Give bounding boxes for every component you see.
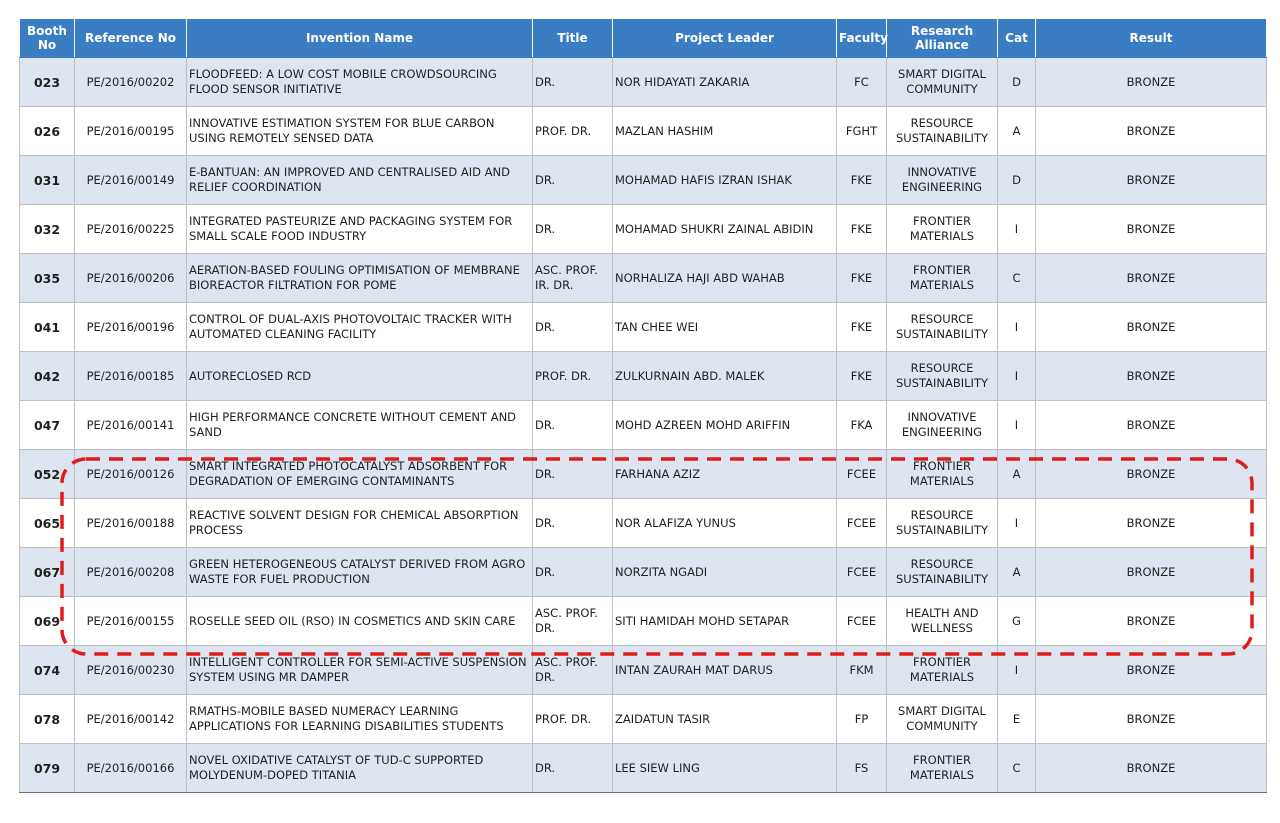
project-leader-cell: NOR ALAFIZA YUNUS [613, 499, 837, 548]
header-title[interactable]: Title [533, 19, 613, 58]
table-body [20, 58, 1267, 793]
booth-no-cell: 035 [20, 254, 75, 303]
invention-name-cell: REACTIVE SOLVENT DESIGN FOR CHEMICAL ABSORPTION PROCESS [187, 499, 533, 548]
project-leader-cell: NOR HIDAYATI ZAKARIA [613, 58, 837, 107]
header-reference-no[interactable]: Reference No [75, 19, 187, 58]
title-cell: DR. [533, 548, 613, 597]
booth-no-cell: 067 [20, 548, 75, 597]
header-booth-no[interactable]: Booth No [20, 19, 75, 58]
invention-name-cell: FLOODFEED: A LOW COST MOBILE CROWDSOURCING FLOOD SENSOR INITIATIVE [187, 58, 533, 107]
research-alliance-cell: INNOVATIVE ENGINEERING [887, 401, 998, 450]
title-cell: DR. [533, 303, 613, 352]
title-cell: PROF. DR. [533, 695, 613, 744]
project-leader-cell: NORZITA NGADI [613, 548, 837, 597]
result-cell: BRONZE [1036, 58, 1267, 107]
research-alliance-cell: FRONTIER MATERIALS [887, 450, 998, 499]
title-cell: PROF. DR. [533, 352, 613, 401]
research-alliance-cell: RESOURCE SUSTAINABILITY [887, 352, 998, 401]
header-result[interactable]: Result [1036, 19, 1267, 58]
cat-cell: A [998, 450, 1036, 499]
reference-no-cell: PE/2016/00141 [75, 401, 187, 450]
results-table-container [19, 18, 1266, 793]
research-alliance-cell: RESOURCE SUSTAINABILITY [887, 499, 998, 548]
booth-no-cell: 069 [20, 597, 75, 646]
cat-cell: I [998, 646, 1036, 695]
table-row[interactable] [20, 646, 1267, 695]
table-row[interactable] [20, 744, 1267, 793]
faculty-cell: FKM [837, 646, 887, 695]
title-cell: DR. [533, 499, 613, 548]
invention-name-cell: NOVEL OXIDATIVE CATALYST OF TUD-C SUPPORTED MOLYDENUM-DOPED TITANIA [187, 744, 533, 793]
table-row[interactable] [20, 58, 1267, 107]
project-leader-cell: NORHALIZA HAJI ABD WAHAB [613, 254, 837, 303]
invention-name-cell: AUTORECLOSED RCD [187, 352, 533, 401]
cat-cell: D [998, 58, 1036, 107]
invention-name-cell: ROSELLE SEED OIL (RSO) IN COSMETICS AND SKIN CARE [187, 597, 533, 646]
header-faculty[interactable]: Faculty [837, 19, 887, 58]
invention-name-cell: INNOVATIVE ESTIMATION SYSTEM FOR BLUE CARBON USING REMOTELY SENSED DATA [187, 107, 533, 156]
table-row[interactable] [20, 254, 1267, 303]
reference-no-cell: PE/2016/00188 [75, 499, 187, 548]
faculty-cell: FKA [837, 401, 887, 450]
header-cat[interactable]: Cat [998, 19, 1036, 58]
booth-no-cell: 065 [20, 499, 75, 548]
reference-no-cell: PE/2016/00149 [75, 156, 187, 205]
result-cell: BRONZE [1036, 548, 1267, 597]
table-row[interactable] [20, 352, 1267, 401]
faculty-cell: FKE [837, 254, 887, 303]
research-alliance-cell: SMART DIGITAL COMMUNITY [887, 58, 998, 107]
cat-cell: I [998, 352, 1036, 401]
reference-no-cell: PE/2016/00202 [75, 58, 187, 107]
faculty-cell: FKE [837, 303, 887, 352]
result-cell: BRONZE [1036, 450, 1267, 499]
cat-cell: E [998, 695, 1036, 744]
result-cell: BRONZE [1036, 205, 1267, 254]
reference-no-cell: PE/2016/00166 [75, 744, 187, 793]
research-alliance-cell: FRONTIER MATERIALS [887, 646, 998, 695]
cat-cell: C [998, 254, 1036, 303]
header-project-leader[interactable]: Project Leader [613, 19, 837, 58]
faculty-cell: FKE [837, 156, 887, 205]
reference-no-cell: PE/2016/00195 [75, 107, 187, 156]
research-alliance-cell: FRONTIER MATERIALS [887, 744, 998, 793]
result-cell: BRONZE [1036, 352, 1267, 401]
result-cell: BRONZE [1036, 303, 1267, 352]
header-research-alliance[interactable]: Research Alliance [887, 19, 998, 58]
table-row[interactable] [20, 499, 1267, 548]
reference-no-cell: PE/2016/00225 [75, 205, 187, 254]
result-cell: BRONZE [1036, 695, 1267, 744]
title-cell: PROF. DR. [533, 107, 613, 156]
booth-no-cell: 031 [20, 156, 75, 205]
project-leader-cell: LEE SIEW LING [613, 744, 837, 793]
reference-no-cell: PE/2016/00155 [75, 597, 187, 646]
invention-name-cell: CONTROL OF DUAL-AXIS PHOTOVOLTAIC TRACKER WITH AUTOMATED CLEANING FACILITY [187, 303, 533, 352]
research-alliance-cell: RESOURCE SUSTAINABILITY [887, 107, 998, 156]
title-cell: DR. [533, 450, 613, 499]
header-invention-name[interactable]: Invention Name [187, 19, 533, 58]
faculty-cell: FP [837, 695, 887, 744]
cat-cell: C [998, 744, 1036, 793]
booth-no-cell: 026 [20, 107, 75, 156]
reference-no-cell: PE/2016/00208 [75, 548, 187, 597]
invention-name-cell: HIGH PERFORMANCE CONCRETE WITHOUT CEMENT AND SAND [187, 401, 533, 450]
cat-cell: A [998, 548, 1036, 597]
booth-no-cell: 052 [20, 450, 75, 499]
table-row[interactable] [20, 695, 1267, 744]
project-leader-cell: ZULKURNAIN ABD. MALEK [613, 352, 837, 401]
project-leader-cell: MOHAMAD SHUKRI ZAINAL ABIDIN [613, 205, 837, 254]
faculty-cell: FCEE [837, 450, 887, 499]
project-leader-cell: MOHAMAD HAFIS IZRAN ISHAK [613, 156, 837, 205]
invention-name-cell: INTEGRATED PASTEURIZE AND PACKAGING SYSTEM FOR SMALL SCALE FOOD INDUSTRY [187, 205, 533, 254]
faculty-cell: FKE [837, 352, 887, 401]
reference-no-cell: PE/2016/00230 [75, 646, 187, 695]
booth-no-cell: 042 [20, 352, 75, 401]
cat-cell: D [998, 156, 1036, 205]
faculty-cell: FCEE [837, 499, 887, 548]
result-cell: BRONZE [1036, 597, 1267, 646]
cat-cell: G [998, 597, 1036, 646]
invention-name-cell: RMATHS-MOBILE BASED NUMERACY LEARNING APPLICATIONS FOR LEARNING DISABILITIES STUDENTS [187, 695, 533, 744]
faculty-cell: FKE [837, 205, 887, 254]
booth-no-cell: 047 [20, 401, 75, 450]
invention-name-cell: SMART INTEGRATED PHOTOCATALYST ADSORBENT FOR DEGRADATION OF EMERGING CONTAMINANTS [187, 450, 533, 499]
research-alliance-cell: SMART DIGITAL COMMUNITY [887, 695, 998, 744]
faculty-cell: FCEE [837, 548, 887, 597]
cat-cell: I [998, 303, 1036, 352]
result-cell: BRONZE [1036, 646, 1267, 695]
booth-no-cell: 074 [20, 646, 75, 695]
table-row[interactable] [20, 548, 1267, 597]
title-cell: DR. [533, 205, 613, 254]
project-leader-cell: TAN CHEE WEI [613, 303, 837, 352]
faculty-cell: FGHT [837, 107, 887, 156]
cat-cell: I [998, 401, 1036, 450]
reference-no-cell: PE/2016/00185 [75, 352, 187, 401]
booth-no-cell: 032 [20, 205, 75, 254]
research-alliance-cell: RESOURCE SUSTAINABILITY [887, 548, 998, 597]
faculty-cell: FS [837, 744, 887, 793]
booth-no-cell: 078 [20, 695, 75, 744]
reference-no-cell: PE/2016/00126 [75, 450, 187, 499]
project-leader-cell: INTAN ZAURAH MAT DARUS [613, 646, 837, 695]
reference-no-cell: PE/2016/00206 [75, 254, 187, 303]
title-cell: DR. [533, 156, 613, 205]
faculty-cell: FC [837, 58, 887, 107]
reference-no-cell: PE/2016/00196 [75, 303, 187, 352]
invention-name-cell: E-BANTUAN: AN IMPROVED AND CENTRALISED AID AND RELIEF COORDINATION [187, 156, 533, 205]
table-row[interactable] [20, 597, 1267, 646]
result-cell: BRONZE [1036, 107, 1267, 156]
research-alliance-cell: FRONTIER MATERIALS [887, 254, 998, 303]
research-alliance-cell: HEALTH AND WELLNESS [887, 597, 998, 646]
faculty-cell: FCEE [837, 597, 887, 646]
result-cell: BRONZE [1036, 254, 1267, 303]
title-cell: ASC. PROF. DR. [533, 646, 613, 695]
results-table [19, 18, 1267, 793]
invention-name-cell: GREEN HETEROGENEOUS CATALYST DERIVED FROM AGRO WASTE FOR FUEL PRODUCTION [187, 548, 533, 597]
table-row[interactable] [20, 450, 1267, 499]
title-cell: DR. [533, 744, 613, 793]
cat-cell: I [998, 205, 1036, 254]
research-alliance-cell: INNOVATIVE ENGINEERING [887, 156, 998, 205]
project-leader-cell: SITI HAMIDAH MOHD SETAPAR [613, 597, 837, 646]
cat-cell: I [998, 499, 1036, 548]
project-leader-cell: MOHD AZREEN MOHD ARIFFIN [613, 401, 837, 450]
invention-name-cell: AERATION-BASED FOULING OPTIMISATION OF MEMBRANE BIOREACTOR FILTRATION FOR POME [187, 254, 533, 303]
title-cell: DR. [533, 401, 613, 450]
reference-no-cell: PE/2016/00142 [75, 695, 187, 744]
table-row[interactable] [20, 303, 1267, 352]
table-row[interactable] [20, 107, 1267, 156]
result-cell: BRONZE [1036, 401, 1267, 450]
header-row [20, 19, 1267, 58]
result-cell: BRONZE [1036, 156, 1267, 205]
project-leader-cell: FARHANA AZIZ [613, 450, 837, 499]
project-leader-cell: ZAIDATUN TASIR [613, 695, 837, 744]
invention-name-cell: INTELLIGENT CONTROLLER FOR SEMI-ACTIVE SUSPENSION SYSTEM USING MR DAMPER [187, 646, 533, 695]
table-row[interactable] [20, 205, 1267, 254]
booth-no-cell: 041 [20, 303, 75, 352]
title-cell: ASC. PROF. IR. DR. [533, 254, 613, 303]
research-alliance-cell: FRONTIER MATERIALS [887, 205, 998, 254]
research-alliance-cell: RESOURCE SUSTAINABILITY [887, 303, 998, 352]
table-row[interactable] [20, 401, 1267, 450]
project-leader-cell: MAZLAN HASHIM [613, 107, 837, 156]
cat-cell: A [998, 107, 1036, 156]
result-cell: BRONZE [1036, 499, 1267, 548]
booth-no-cell: 023 [20, 58, 75, 107]
result-cell: BRONZE [1036, 744, 1267, 793]
title-cell: DR. [533, 58, 613, 107]
table-row[interactable] [20, 156, 1267, 205]
title-cell: ASC. PROF. DR. [533, 597, 613, 646]
booth-no-cell: 079 [20, 744, 75, 793]
